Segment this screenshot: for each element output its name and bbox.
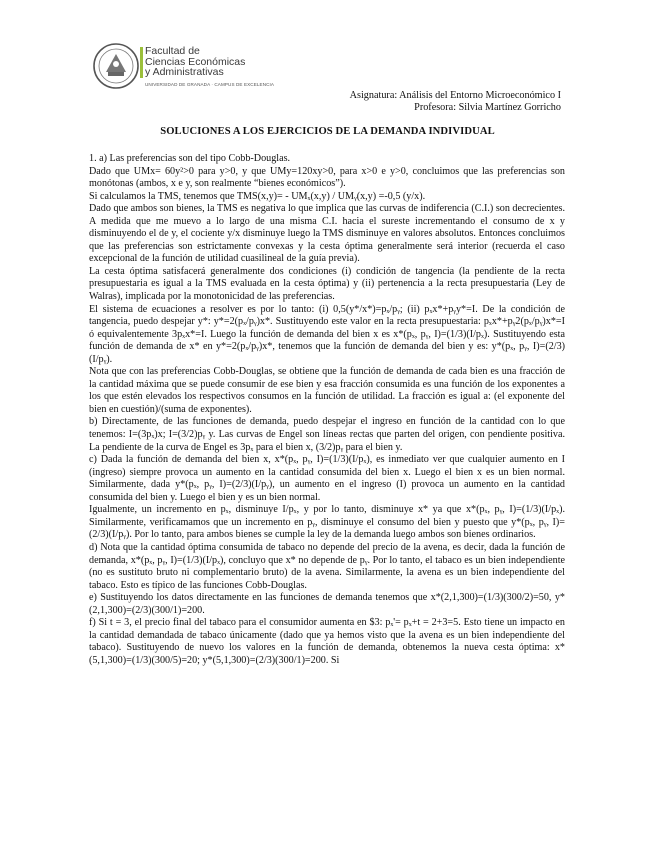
logo-line-1: Facultad de	[145, 45, 200, 57]
professor-line: Profesora: Silvia Martínez Gorricho	[414, 102, 561, 113]
paragraph: Dado que UMx= 60y²>0 para y>0, y que UMy=120xy>0, para x>0 e y>0, concluimos que las preferencias son monótonas (ambos, x e y, son realmente “bienes económicos”).	[89, 165, 565, 190]
paragraph: b) Directamente, de las funciones de demanda, puedo despejar el ingreso en función de la cantidad con lo que tenemos: I=(3pₓ)x; I=(3/2)pᵧ y. Las curvas de Engel son líneas rectas que parten del origen, con pendiente positiva. La pendiente de la curva de Engel es 3pₓ para el bien x, (3/2)pᵧ para el bien y.	[89, 416, 565, 453]
paragraph: c) Dada la función de demanda del bien x, x*(pₓ, pᵧ, I)=(1/3)(I/pₓ), es inmediato ver que cualquier aumento en I (ingreso) siempre provoca un aumento en la cantidad consumida del bien x. Luego el bien x es un bien normal. Similarmente, dada y*(pₓ, pᵧ, I)=(2/3)(I/pᵧ), un aumento en el ingreso (I) provoca un aumento en la cantidad consumida del bien y. Luego el bien y es un bien normal.	[89, 454, 565, 503]
page-title: SOLUCIONES A LOS EJERCICIOS DE LA DEMANDA INDIVIDUAL	[160, 126, 495, 137]
logo-tagline: UNIVERSIDAD DE GRANADA · CAMPUS DE EXCELENCIA	[145, 82, 275, 87]
paragraph: 1. a) Las preferencias son del tipo Cobb-Douglas.	[89, 153, 291, 164]
paragraph: Si calculamos la TMS, tenemos que TMS(x,y)= - UMₓ(x,y) / UMᵧ(x,y) =-0,5 (y/x).	[89, 190, 426, 202]
paragraph: Nota que con las preferencias Cobb-Douglas, se obtiene que la función de demanda de cada bien es una fracción de la cantidad máxima que se puede consumir de ese bien y esa fracción consumida es una función de los exponentes a los que estén elevados los respectivos consumos en la función de utilidad. La fracción es igual a: (el exponente del bien en cuestión)/(suma de exponentes).	[89, 366, 565, 415]
faculty-name	[145, 46, 245, 78]
paragraph: Dado que ambos son bienes, la TMS es negativa lo que implica que las curvas de indiferencia (C.I.) son decrecientes. A medida que me muevo a lo largo de una misma C.I. hacia el sureste incrementando el consumo de x y disminuyendo el de y, el cociente y/x disminuye luego la TMS disminuye en valores absolutos. Entonces concluimos que las preferencias son estrictamente convexas y la cesta óptima generalmente será interior (recuerda el caso excepcional de la función de utilidad cuasilineal de la guía previa).	[89, 203, 565, 265]
document-body	[89, 153, 565, 667]
logo-line-2: Ciencias Económicas	[145, 55, 246, 68]
university-seal-icon	[92, 42, 140, 90]
subject-line: Asignatura: Análisis del Entorno Microeconómico I	[349, 90, 561, 101]
logo-line-3: y Administrativas	[145, 66, 224, 78]
paragraph: e) Sustituyendo los datos directamente en las funciones de demanda tenemos que x*(2,1,300)=(1/3)(300/2)=50, y*(2,1,300)=(2/3)(300/1)=200.	[89, 592, 565, 616]
paragraph: f) Si t = 3, el precio final del tabaco para el consumidor aumenta en $3: pₓ'= pₓ+t = 2+3=5. Esto tiene un impacto en la cantidad demandada de tabaco únicamente (dado que ya hemos visto que la avena es un bien independiente del tabaco). Sustituyendo de nuevo los valores en la función de demanda, obtenemos la nueva cesta óptima: x*(5,1,300)=(1/3)(300/5)=20; y*(5,1,300)=(2/3)(300/1)=200. Si	[89, 617, 565, 666]
paragraph: El sistema de ecuaciones a resolver es por lo tanto: (i) 0,5(y*/x*)=pₓ/pᵧ; (ii) pₓx*+pᵧy*=I. De la condición de tangencia, puedo despejar y*: y*=2(pₓ/pᵧ)x*. Sustituyendo este valor en la recta presupuestaria: pₓx*+pᵧ2(pₓ/pᵧ)x*=I ó equivalentemente 3pₓx*=I. Luego la función de demanda del bien x es x*(pₓ, pᵧ, I)=(1/3)(I/pₓ). Sustituyendo esta función de demanda de x* en y*=2(pₓ/pᵧ)x*, tenemos que la función de demanda del bien y es: y*(pₓ, pᵧ, I)=(2/3)(I/pᵧ).	[89, 303, 565, 365]
paragraph: d) Nota que la cantidad óptima consumida de tabaco no depende del precio de la avena, es decir, dada la función de demanda, x*(pₓ, pᵧ, I)=(1/3)(I/pₓ), concluyo que x* no depende de pᵧ. Por lo tanto, el tabaco es un bien independiente (no es sustituto bruto ni complementario bruto) de la avena. Similarmente, la avena es un bien independiente del tabaco. Esto es típico de las funciones Cobb-Douglas.	[89, 541, 565, 591]
paragraph: Igualmente, un incremento en pₓ, disminuye I/pₓ, y por lo tanto, disminuye x* ya que x*(pₓ, pᵧ, I)=(1/3)(I/pₓ). Similarmente, verificamamos que un incremento en pᵧ, disminuye el consumo del bien y puesto que y*(pₓ, pᵧ, I)=(2/3)(I/pᵧ). Por lo tanto, para ambos bienes se cumple la ley de la demanda luego ambos son bienes ordinarios.	[89, 504, 565, 541]
paragraph: La cesta óptima satisfacerá generalmente dos condiciones (i) condición de tangencia (la pendiente de la recta presupuestaria es igual a la TMS evaluada en la cesta óptima) y (ii) pertenencia a la recta presupuestaria (Ley de Walras), implicada por la monotonicidad de las preferencias.	[89, 265, 565, 303]
faculty-logo	[92, 42, 292, 92]
brand-rule	[140, 47, 143, 78]
course-header	[350, 90, 561, 114]
